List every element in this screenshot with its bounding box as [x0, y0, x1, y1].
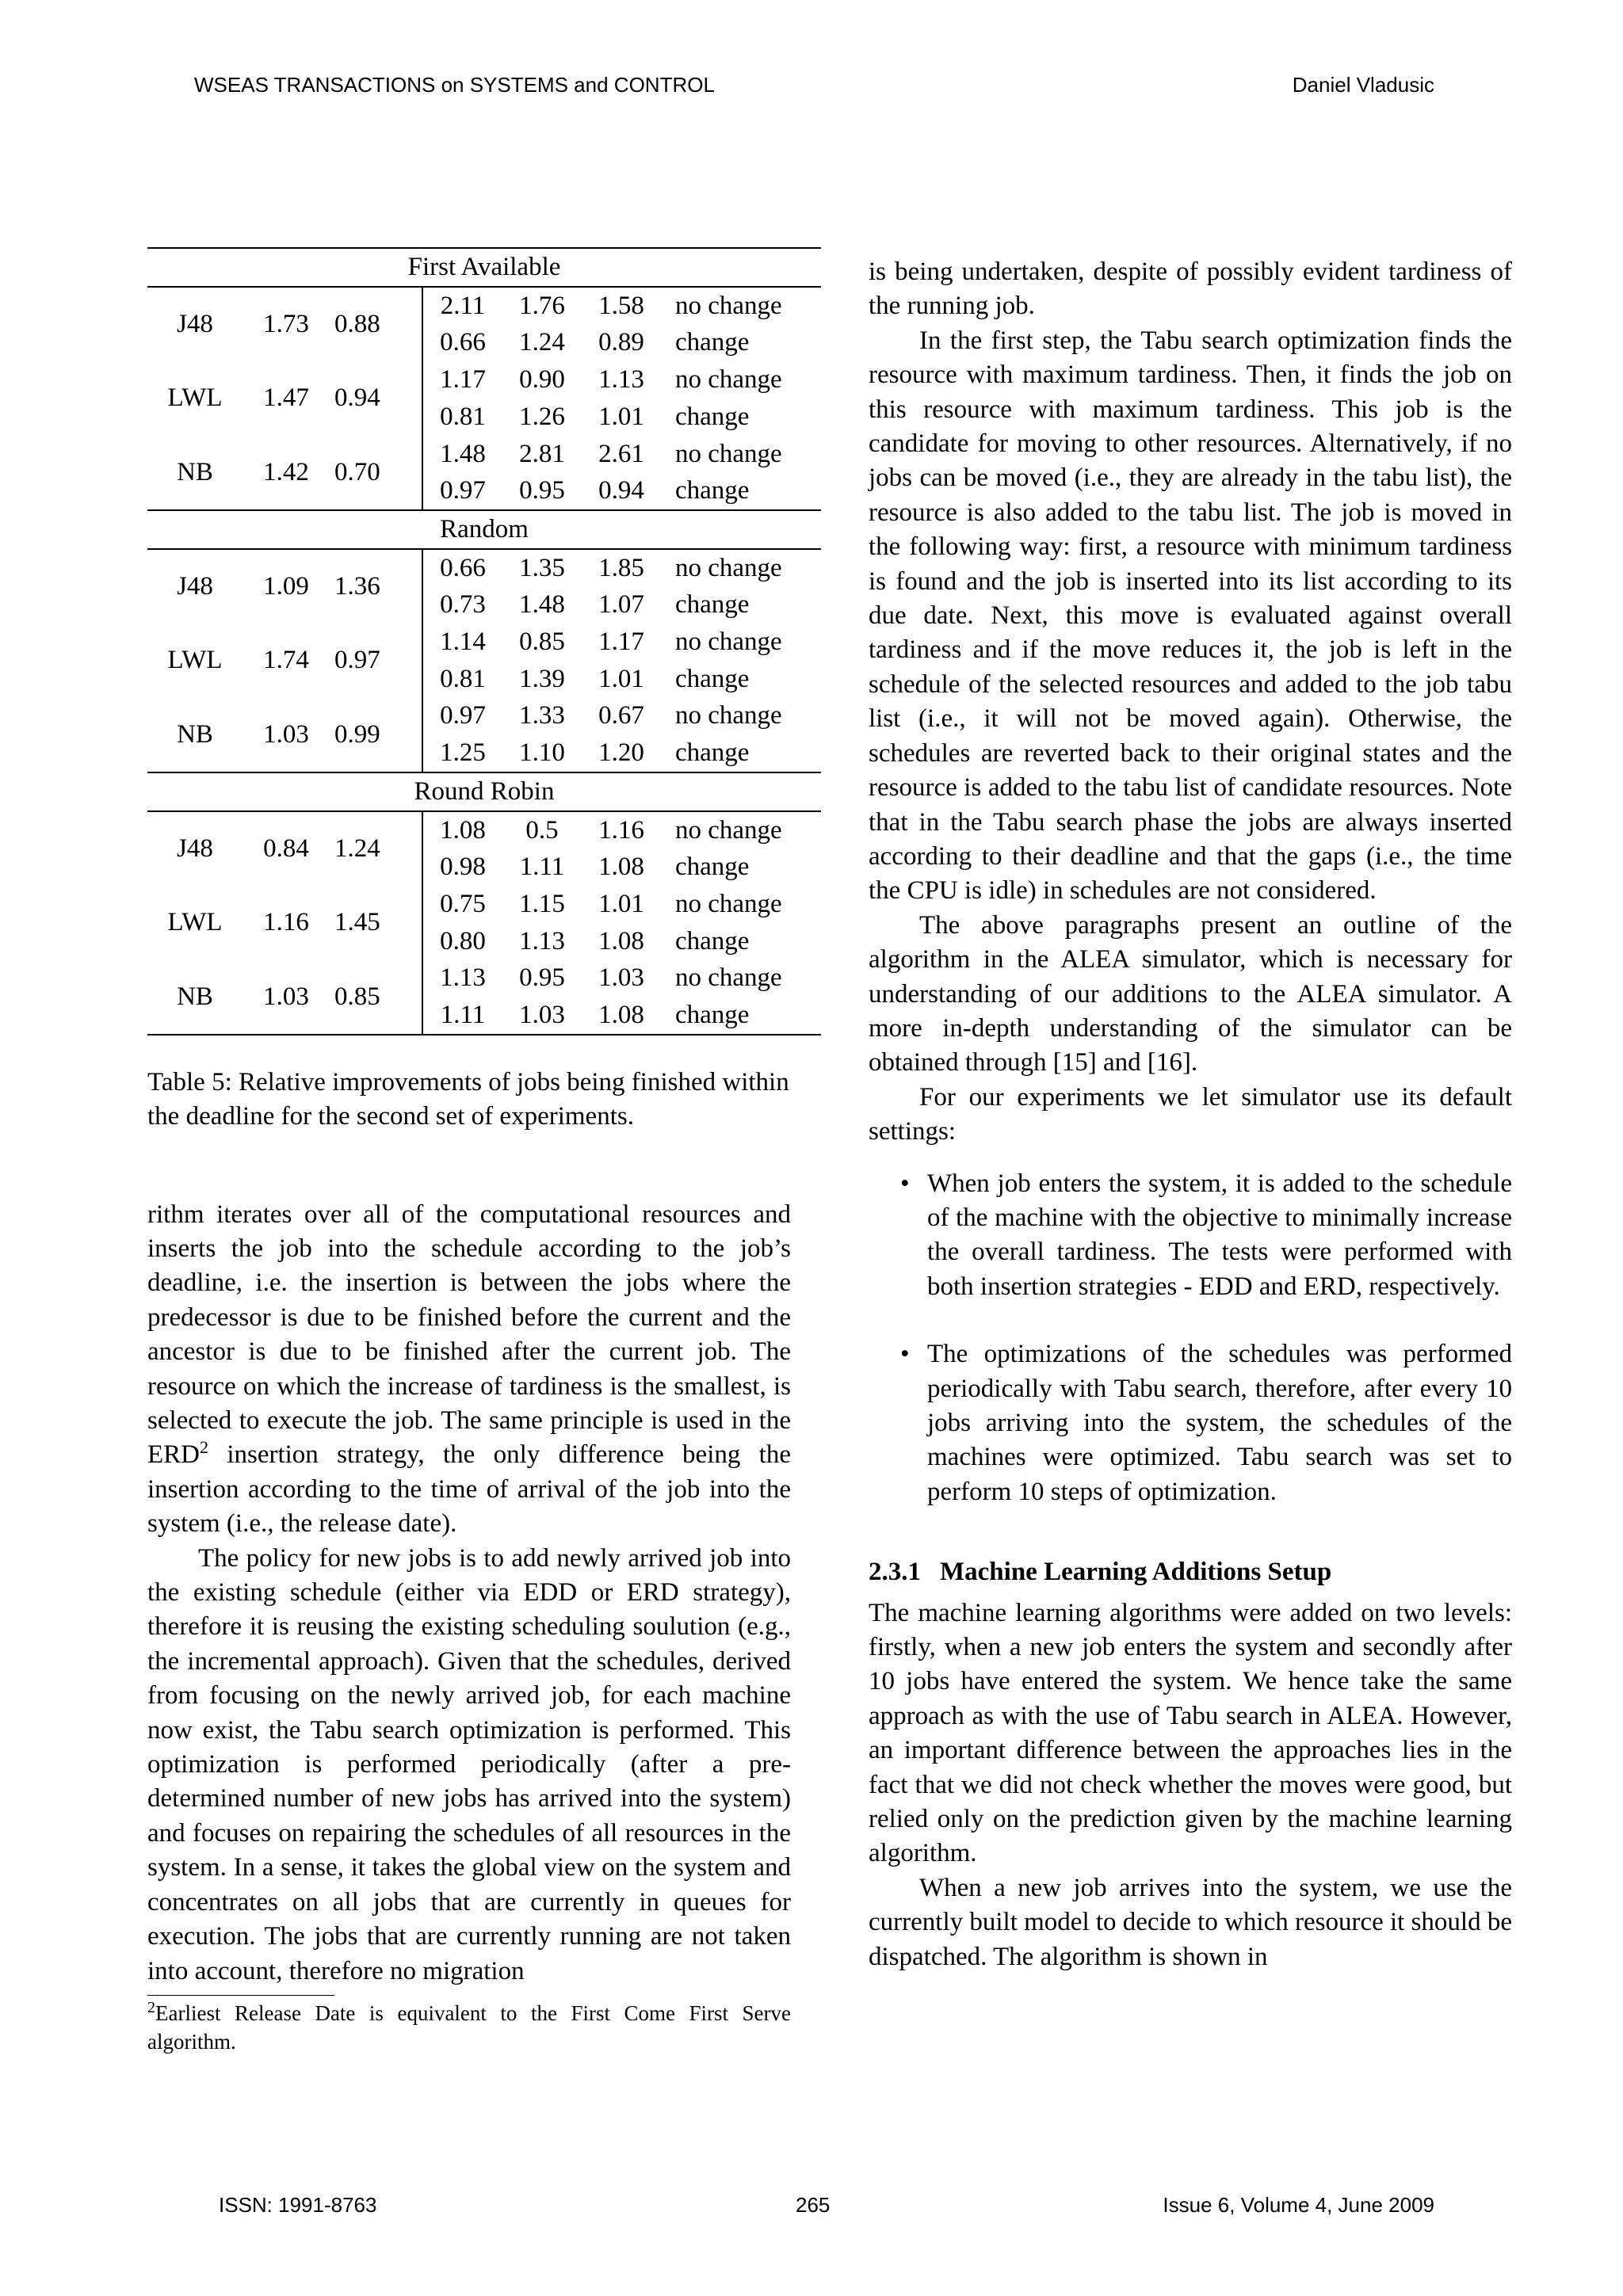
- table-cell: 1.08: [582, 997, 661, 1035]
- footer-issue: Issue 6, Volume 4, June 2009: [1163, 2193, 1434, 2217]
- table-cell: 1.35: [519, 553, 565, 582]
- table-cell: 0.85: [330, 959, 422, 1034]
- table-cell: no change: [675, 439, 782, 468]
- table-cell: 0.94: [582, 472, 661, 510]
- table-cell: 2.11: [422, 287, 502, 325]
- paragraph: The policy for new jobs is to add newly arrived job into the existing schedule (either via EDD or ERD strategy), therefore it is reusing the existing scheduling soulution (e.g., the incremental approach). Given that the schedules, derived from focusing on the newly arrived job, for each machine now exist, the Tabu search optimization is performed. This optimization is performed periodically (after a pre-determined number of new jobs has arrived into the system) and focuses on repairing the schedules of all resources in the system. In a sense, it takes the global view on the system and concentrates on all jobs that are currently in queues for execution. The jobs that are currently running are not taken into account, therefore no migration: [147, 1543, 791, 1985]
- table-cell: 1.73: [263, 310, 309, 339]
- table-cell: change: [675, 328, 750, 357]
- table-cell: 1.03: [598, 963, 644, 993]
- table-cell: 1.13: [519, 926, 565, 955]
- table-cell: no change: [675, 291, 782, 320]
- table-cell: 1.15: [519, 889, 565, 918]
- table-cell: 0.88: [334, 310, 380, 339]
- table-cell: no change: [675, 963, 782, 993]
- table-cell: 1.25: [422, 734, 502, 772]
- page-number: 265: [796, 2193, 831, 2217]
- table-row: [147, 361, 821, 399]
- paragraph: When a new job arrives into the system, we use the currently built model to decide to which resource it should be dispatched. The algorithm is shown in: [869, 1873, 1512, 1971]
- table-cell: 1.16: [263, 908, 309, 937]
- classifier-name: NB: [147, 959, 242, 1034]
- table-cell: no change: [675, 815, 782, 845]
- right-column: [869, 255, 1512, 1974]
- table-cell: 1.47: [263, 383, 309, 413]
- subsection-heading: 2.3.1 Machine Learning Additions Setup: [869, 1558, 1332, 1587]
- table-cell: 1.20: [582, 734, 661, 772]
- table-cell: 0.5: [525, 815, 559, 845]
- table-group-title: First Available: [147, 248, 821, 287]
- table-cell: 1.01: [598, 402, 644, 431]
- table-cell: 1.24: [334, 833, 380, 863]
- table-row: [147, 697, 821, 734]
- classifier-name: J48: [177, 571, 213, 601]
- table-cell: 0.97: [422, 697, 502, 734]
- footnote-divider: [147, 1995, 334, 1996]
- table-cell: 0.85: [519, 627, 565, 657]
- left-body-text: [147, 1198, 791, 2056]
- table-cell: 1.58: [598, 291, 644, 320]
- table-cell: change: [661, 734, 821, 772]
- table-cell: 1.17: [422, 361, 502, 399]
- table-row: [147, 436, 821, 473]
- table-cell: 0.97: [334, 646, 380, 675]
- table-cell: no change: [675, 701, 782, 730]
- table-cell: 1.48: [519, 590, 565, 620]
- table-cell: 1.08: [422, 811, 502, 849]
- table-cell: 1.76: [519, 291, 565, 320]
- bullet-icon: •: [900, 1340, 910, 1369]
- table-group-header-row: [147, 510, 821, 549]
- table-cell: 1.08: [598, 926, 644, 955]
- table-cell: 1.36: [334, 571, 380, 601]
- table-cell: 1.42: [242, 436, 330, 510]
- table-cell: no change: [675, 889, 782, 918]
- paragraph: is being undertaken, despite of possibly evident tardiness of the running job.: [869, 257, 1512, 321]
- table-cell: 1.01: [598, 664, 644, 693]
- table-cell: 1.14: [422, 624, 502, 661]
- table-cell: 1.03: [242, 959, 330, 1034]
- table-cell: no change: [675, 627, 782, 657]
- running-header-author: Daniel Vladusic: [1292, 73, 1434, 97]
- table-cell: change: [675, 926, 750, 955]
- table-cell: 1.26: [519, 402, 565, 431]
- list-item: • The optimizations of the schedules was performed periodically with Tabu search, therefore, after every 10 jobs arriving into the system, the schedules of the machines were optimized. Tabu search was set to perform 10 steps of optimization.: [869, 1337, 1512, 1509]
- table-group-header-row: [147, 248, 821, 287]
- table-cell: 1.03: [242, 697, 330, 772]
- table-row: [147, 886, 821, 923]
- classifier-name: NB: [147, 697, 242, 772]
- table-cell: 1.16: [598, 815, 644, 845]
- running-header-journal: WSEAS TRANSACTIONS on SYSTEMS and CONTROL: [194, 73, 715, 97]
- table-cell: no change: [675, 365, 782, 395]
- table-cell: 0.94: [334, 383, 380, 413]
- table-cell: 0.81: [422, 661, 502, 698]
- table-cell: 1.09: [263, 571, 309, 601]
- table-cell: 0.75: [422, 886, 502, 923]
- table-row: [147, 959, 821, 997]
- footnote: $^2$Earliest Release Date is equivalent to the First Come First Serve algorithm.: [147, 1998, 791, 2054]
- table-cell: 0.97: [422, 472, 502, 510]
- table-cell: change: [675, 664, 750, 693]
- table-cell: 1.33: [519, 701, 565, 730]
- table-cell: 2.61: [598, 439, 644, 468]
- table-row: [147, 549, 821, 587]
- table-cell: 0.73: [422, 586, 502, 624]
- paragraph: The above paragraphs present an outline of the algorithm in the ALEA simulator, which is necessary for understanding of our additions to the ALEA simulator. A more in-depth understanding of the simulator can be obtained through [15] and [16].: [869, 910, 1512, 1077]
- table-cell: 1.13: [422, 959, 502, 997]
- table-row: [147, 811, 821, 849]
- table-cell: change: [675, 590, 750, 620]
- classifier-name: LWL: [167, 383, 223, 413]
- table-cell: 0.89: [598, 328, 644, 357]
- table-cell: 1.08: [598, 852, 644, 882]
- table-cell: 0.80: [422, 923, 502, 960]
- table-cell: 1.48: [422, 436, 502, 473]
- table-cell: 0.84: [263, 833, 309, 863]
- table-row: [147, 287, 821, 325]
- table-cell: 1.17: [598, 627, 644, 657]
- paragraph: The machine learning algorithms were added on two levels: firstly, when a new job enters the system and secondly after 10 jobs have entered the system. We hence take the same approach as with the use of Tabu search in ALEA. However, an important difference between the approaches lies in the fact that we did not check whether the moves were good, but relied only on the prediction given by the machine learning algorithm.: [869, 1598, 1512, 1868]
- paragraph: For our experiments we let simulator use its default settings:: [869, 1082, 1512, 1146]
- table-cell: 1.10: [502, 734, 582, 772]
- classifier-name: LWL: [167, 908, 223, 937]
- paragraph: rithm iterates over all of the computational resources and inserts the job into the schedule according to the job’s deadline, i.e. the insertion is between the jobs where the predecessor is due to be finished before the current and the ancestor is due to be finished after the current job. The resource on which the increase of tardiness is the smallest, is selected to execute the job. The same principle is used in the ERD$^2$ insertion strategy, the only difference being the insertion according to the time of arrival of the job into the system (i.e., the release date).: [147, 1199, 791, 1539]
- table-cell: 1.11: [422, 997, 502, 1035]
- classifier-name: J48: [177, 833, 213, 863]
- paragraph: In the first step, the Tabu search optimization finds the resource with maximum tardiness. Then, it finds the job on this resource with maximum tardiness. This job is the candidate for moving to other resources. Alternatively, if no jobs can be moved (i.e., they are already in the tabu list), the resource is also added to the tabu list. The job is moved in the following way: first, a resource with minimum tardiness is found and the job is inserted into its list according to its due date. Next, this move is evaluated against overall tardiness and if the move reduces it, the job is left in the schedule of the selected resources and added to the job tabu list (i.e., it will not be moved again). Otherwise, the schedules are reverted back to their original states and the resource is added to the tabu list of candidate resources. Note that in the Tabu search phase the jobs are always inserted according to their deadline and that the gaps (i.e., the time the CPU is idle) in schedules are not considered.: [869, 326, 1512, 906]
- table-cell: change: [661, 997, 821, 1035]
- footnote-ref[interactable]: 2: [200, 1437, 208, 1458]
- table-caption: Table 5: Relative improvements of jobs being finished within the deadline for the second set of experiments.: [147, 1067, 789, 1131]
- table-group-title: Random: [147, 510, 821, 549]
- table-cell: 0.81: [422, 399, 502, 436]
- table-cell: no change: [675, 553, 782, 582]
- table-cell: 1.13: [598, 365, 644, 395]
- table-cell: 1.07: [598, 590, 644, 620]
- table-cell: 1.24: [519, 328, 565, 357]
- table-cell: 1.03: [502, 997, 582, 1035]
- table-cell: 1.85: [598, 553, 644, 582]
- results-table: [147, 247, 821, 1035]
- classifier-name: J48: [177, 310, 213, 339]
- table-cell: 1.11: [519, 852, 565, 882]
- table-cell: 1.01: [598, 889, 644, 918]
- table-cell: 1.39: [519, 664, 565, 693]
- table-cell: change: [675, 852, 750, 882]
- table-group-title: Round Robin: [147, 772, 821, 811]
- table-cell: 0.98: [422, 849, 502, 886]
- settings-list: [869, 1167, 1512, 1510]
- table-cell: 0.95: [502, 472, 582, 510]
- table-cell: 0.95: [519, 963, 565, 993]
- footer-issn: ISSN: 1991-8763: [219, 2193, 377, 2217]
- table-group-header-row: [147, 772, 821, 811]
- table-cell: 1.74: [263, 646, 309, 675]
- table-cell: 0.67: [598, 701, 644, 730]
- left-column: [147, 247, 791, 2056]
- table-cell: change: [675, 402, 750, 431]
- table-cell: change: [661, 472, 821, 510]
- table-cell: 0.99: [330, 697, 422, 772]
- classifier-name: LWL: [167, 646, 223, 675]
- classifier-name: NB: [147, 436, 242, 510]
- table-cell: 0.66: [422, 549, 502, 587]
- list-item: • When job enters the system, it is added to the schedule of the machine with the objective to minimally increase the overall tardiness. The tests were performed with both insertion strategies - EDD and ERD, respectively.: [869, 1167, 1512, 1305]
- table-cell: 0.90: [519, 365, 565, 395]
- results-table-body: [147, 248, 821, 1035]
- table-cell: 2.81: [519, 439, 565, 468]
- table-cell: 1.45: [334, 908, 380, 937]
- table-row: [147, 624, 821, 661]
- bullet-icon: •: [900, 1169, 910, 1198]
- table-cell: 0.66: [422, 324, 502, 361]
- table-cell: 0.70: [330, 436, 422, 510]
